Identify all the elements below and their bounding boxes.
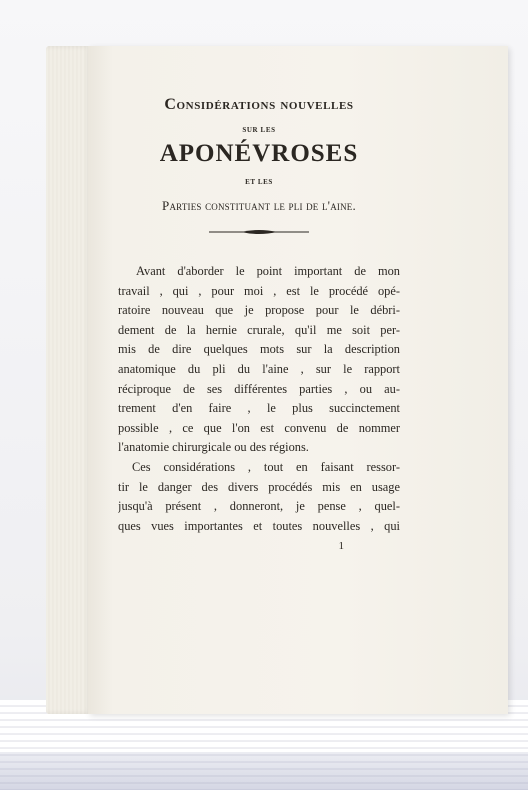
body-line: trement d'en faire , le plus succinctement [118, 401, 400, 416]
body-text [118, 262, 400, 536]
body-line: ratoire nouveau que je propose pour le débri- [118, 303, 400, 318]
title-line-1: Considérations nouvelles [164, 96, 354, 113]
body-line: Avant d'aborder le point important de mon [136, 264, 400, 278]
body-line: possible , ce que l'on est convenu de nommer [118, 420, 400, 435]
title-line-2: SUR LES [242, 126, 276, 134]
body-line: réciproque de ses différentes parties , ou au- [118, 381, 400, 396]
title-line-5: Parties constituant le pli de l'aine. [162, 198, 356, 213]
body-line: tir le danger des divers procédés mis en usage [118, 479, 400, 494]
body-line: ques vues importantes et toutes nouvelles , qui [118, 518, 400, 533]
body-line: jusqu'à présent , donneront, je pense , quel- [118, 499, 400, 514]
body-line: dement de la hernie crurale, qu'il me soit per- [118, 322, 400, 337]
paper-stack-shadow [0, 752, 528, 790]
body-line: Ces considérations , tout en faisant ressor- [132, 459, 400, 474]
title-line-4: ET LES [245, 178, 273, 186]
body-line: mis de dire quelques mots sur la description [118, 342, 400, 357]
page-content [118, 96, 400, 552]
body-line: travail , qui , pour moi , est le procédé opé- [118, 283, 400, 298]
book-spine [46, 46, 94, 714]
page-number: 1 [338, 540, 344, 553]
body-line: l'anatomie chirurgicale ou des régions. [118, 440, 309, 455]
title-main: APONÉVROSES [159, 140, 359, 167]
body-line: anatomique du pli du l'aine , sur le rapport [118, 361, 400, 376]
ornament-rule [209, 228, 309, 236]
